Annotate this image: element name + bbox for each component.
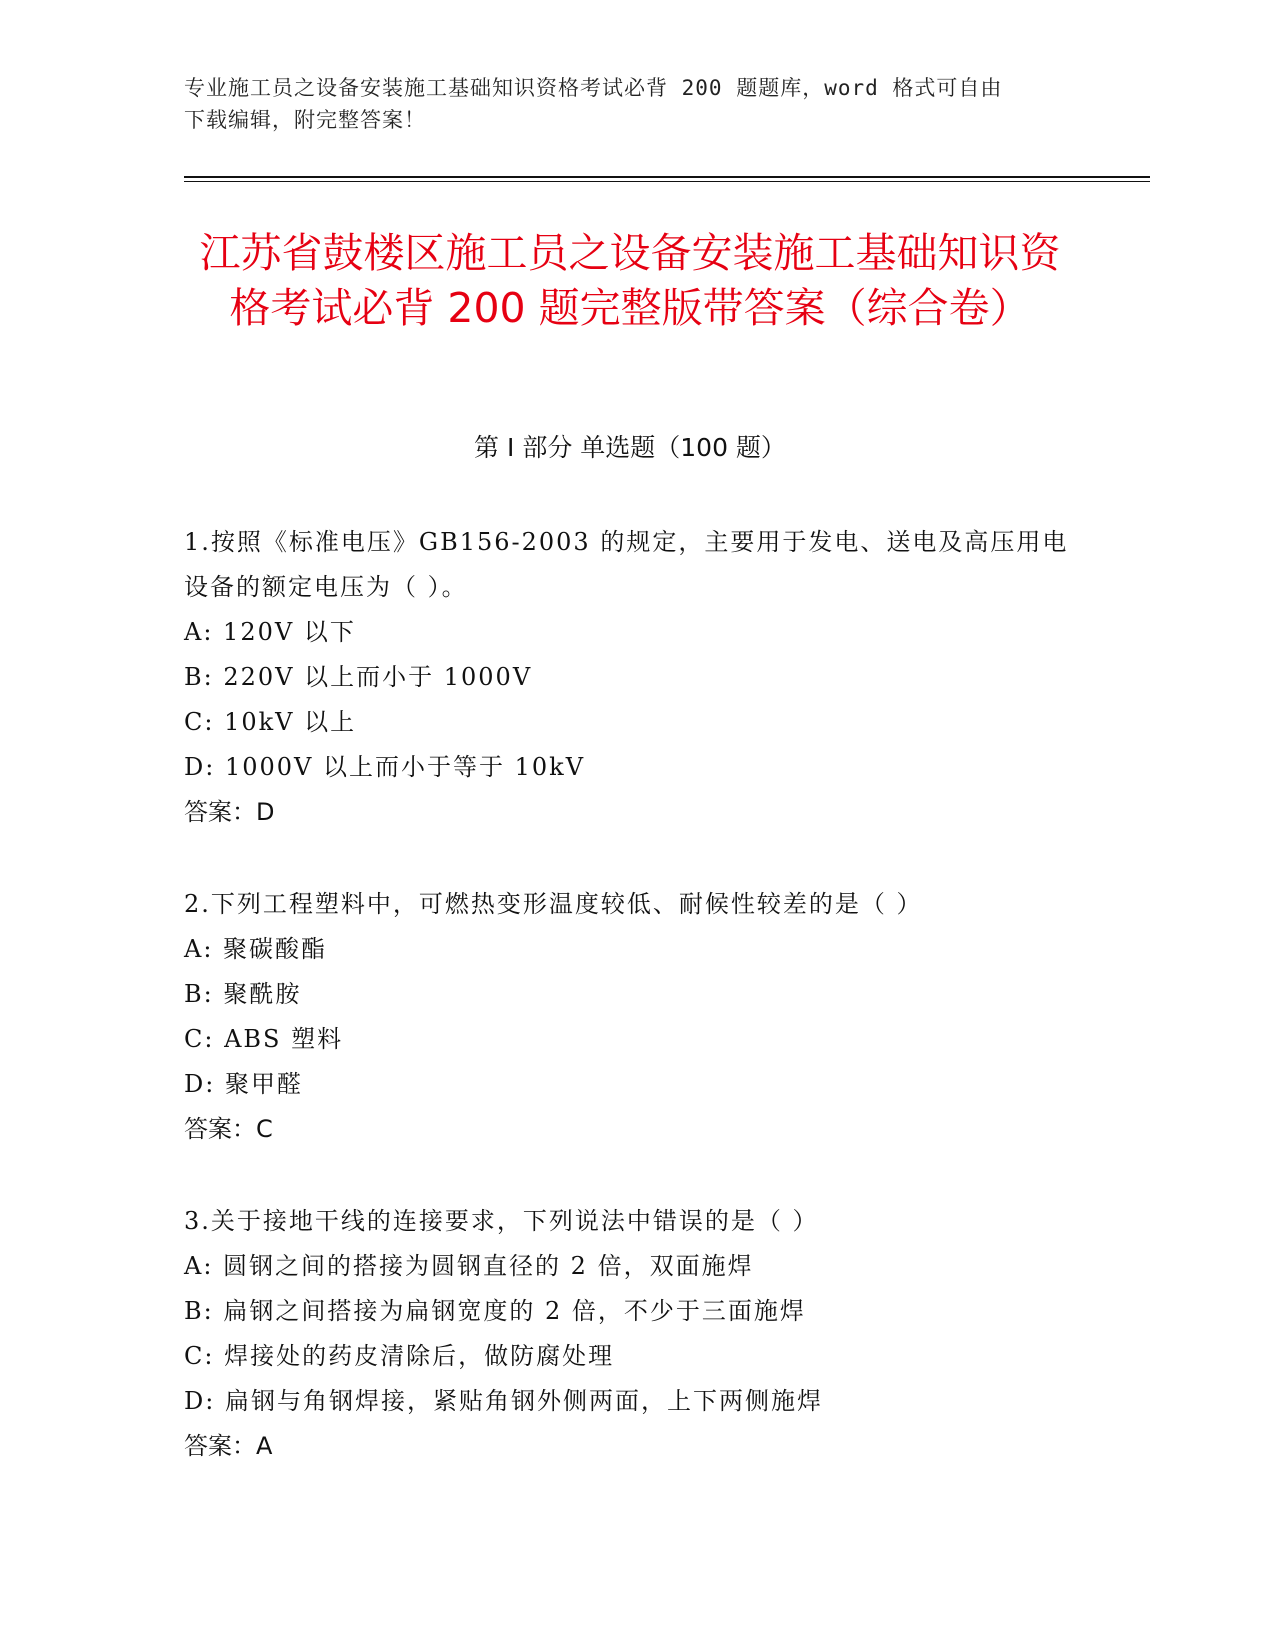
question-stem: 3.关于接地干线的连接要求，下列说法中错误的是（ ）	[184, 1207, 819, 1235]
option-d: D: 聚甲醛	[184, 1070, 303, 1098]
option-d: D: 1000V 以上而小于等于 10kV	[184, 753, 586, 781]
option-a: A: 120V 以下	[184, 618, 356, 646]
option-c: C: 10kV 以上	[184, 708, 357, 736]
question-answer: 答案：D	[184, 798, 275, 826]
question-stem: 2.下列工程塑料中，可燃热变形温度较低、耐候性较差的是（ ）	[184, 890, 923, 918]
question-1	[184, 520, 1074, 835]
option-d: D: 扁钢与角钢焊接，紧贴角钢外侧两面，上下两侧施焊	[184, 1387, 823, 1415]
question-list	[184, 520, 1074, 1516]
section-title: 第 I 部分 单选题（100 题）	[474, 433, 786, 462]
header-note: 专业施工员之设备安装施工基础知识资格考试必背 200 题题库，word 格式可自由 下载编辑，附完整答案！	[184, 76, 1003, 132]
option-a: A: 聚碳酸酯	[184, 935, 328, 963]
header-divider-thin	[184, 181, 1150, 182]
question-2	[184, 882, 1074, 1152]
option-b: B: 220V 以上而小于 1000V	[184, 663, 533, 691]
document-title: 江苏省鼓楼区施工员之设备安装施工基础知识资格考试必背 200 题完整版带答案（综合卷）	[199, 229, 1061, 332]
option-c: C: 焊接处的药皮清除后，做防腐处理	[184, 1342, 615, 1370]
question-answer: 答案：A	[184, 1432, 273, 1460]
question-stem: 1.按照《标准电压》GB156-2003 的规定，主要用于发电、送电及高压用电设备的额定电压为（ ）。	[184, 528, 1069, 601]
option-b: B: 聚酰胺	[184, 980, 302, 1008]
question-answer: 答案：C	[184, 1115, 273, 1143]
option-a: A: 圆钢之间的搭接为圆钢直径的 2 倍，双面施焊	[184, 1252, 754, 1280]
header-divider-thick	[184, 176, 1150, 178]
option-c: C: ABS 塑料	[184, 1025, 344, 1053]
option-b: B: 扁钢之间搭接为扁钢宽度的 2 倍，不少于三面施焊	[184, 1297, 806, 1325]
question-3	[184, 1199, 1074, 1469]
